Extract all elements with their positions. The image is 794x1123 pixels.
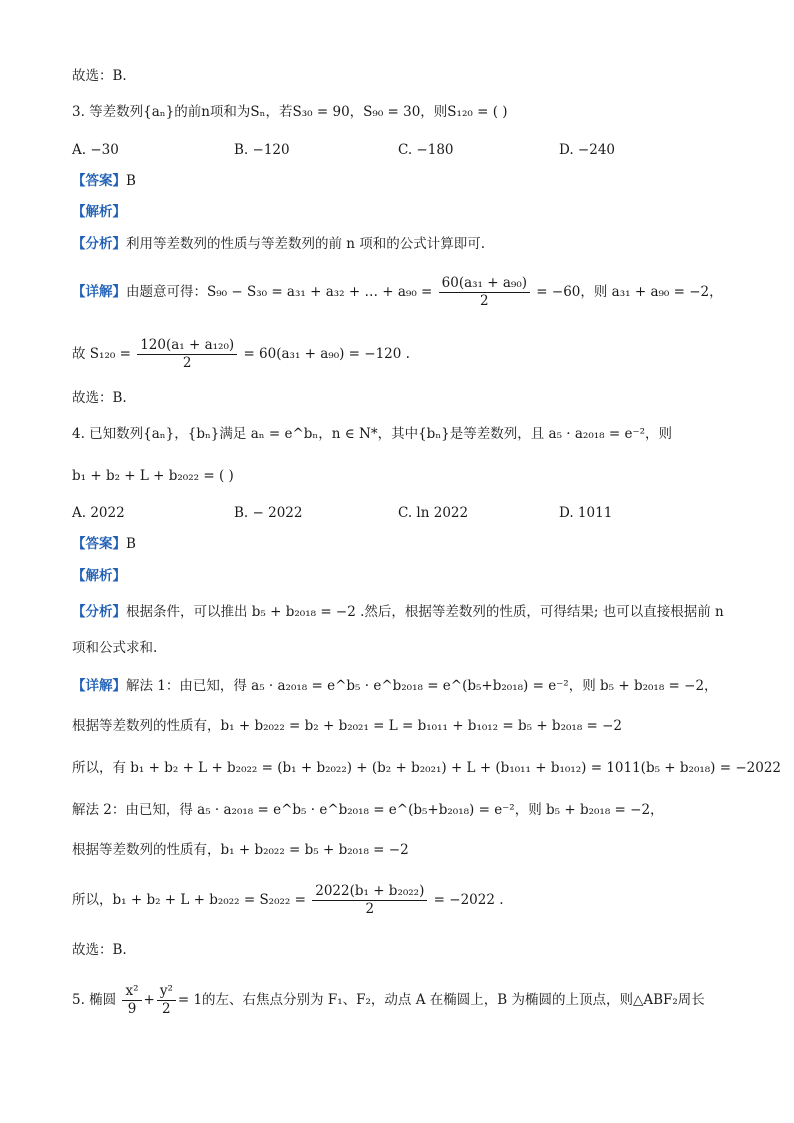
answer-tag: 【答案】	[72, 536, 126, 552]
q3-option-a: A. −30	[72, 142, 119, 158]
fraction-numerator: x²	[122, 983, 141, 1001]
q4-stem-2: b₁ + b₂ + L + b₂₀₂₂ = ( )	[72, 468, 234, 484]
q4-answer	[72, 534, 734, 554]
q4-detail-2: 根据等差数列的性质有，b₁ + b₂₀₂₂ = b₂ + b₂₀₂₁ = L = b₁₀₁₁ + b₁₀₁₂ = b₅ + b₂₀₁₈ = −2	[72, 718, 623, 734]
fraction-denominator: 2	[365, 901, 375, 917]
fraction-denominator: 2	[182, 355, 192, 371]
q3-conc-text-a: 故 S₁₂₀ =	[72, 346, 131, 362]
q3-detail	[72, 272, 734, 312]
q4-fenxi	[72, 602, 734, 622]
analysis-tag: 【解析】	[72, 568, 126, 584]
fenxi-text: 利用等差数列的性质与等差数列的前 n 项和的公式计算即可.	[126, 236, 486, 252]
fraction-numerator: y²	[157, 983, 176, 1001]
q4-d6-text-a: 所以，b₁ + b₂ + L + b₂₀₂₂ = S₂₀₂₂ =	[72, 892, 306, 908]
q3-detail-fraction	[439, 275, 530, 310]
q5-fraction-x	[122, 983, 141, 1018]
q4-d6-fraction	[312, 883, 427, 918]
q5-plus: +	[143, 992, 155, 1008]
q3-detail-text-b: = −60，则 a₃₁ + a₉₀ = −2，	[536, 284, 723, 300]
fenxi-tag: 【分析】	[72, 236, 126, 252]
q3-analysis-tag	[72, 202, 734, 222]
q3-option-c: C. −180	[398, 142, 454, 158]
fraction-numerator: 60(a₃₁ + a₉₀)	[439, 275, 530, 293]
fenxi-tag: 【分析】	[72, 604, 126, 620]
q4-detail-line-1: 解法 1：由已知，得 a₅ · a₂₀₁₈ = e^b₅ · e^b₂₀₁₈ = e^(b₅+b₂₀₁₈) = e⁻²，则 b₅ + b₂₀₁₈ = −2，	[126, 678, 718, 694]
q4-d6-text-b: = −2022 .	[433, 892, 504, 908]
answer-value: B	[126, 173, 136, 189]
q3-conc-text-b: = 60(a₃₁ + a₉₀) = −120 .	[243, 346, 410, 362]
analysis-tag: 【解析】	[72, 204, 126, 220]
q4-detail-4: 解法 2：由已知，得 a₅ · a₂₀₁₈ = e^b₅ · e^b₂₀₁₈ = e^(b₅+b₂₀₁₈) = e⁻²，则 b₅ + b₂₀₁₈ = −2，	[72, 802, 664, 818]
q4-option-c: C. ln 2022	[398, 505, 469, 521]
q4-analysis-tag	[72, 566, 734, 586]
q3-detail-text-a: 由题意可得：S₉₀ − S₃₀ = a₃₁ + a₃₂ + … + a₉₀ =	[126, 284, 433, 300]
q4-detail-1	[72, 676, 734, 696]
q3-option-d: D. −240	[559, 142, 616, 158]
q5-stem	[72, 980, 734, 1020]
answer-tag: 【答案】	[72, 173, 126, 189]
q3-fenxi	[72, 234, 734, 254]
q4-choose: 故选：B.	[72, 942, 127, 958]
q4-option-b: B. − 2022	[234, 505, 303, 521]
q4-detail-6	[72, 880, 734, 920]
q4-option-a: A. 2022	[72, 505, 125, 521]
q3-conclusion	[72, 334, 734, 374]
q5-fraction-y	[157, 983, 176, 1018]
q5-text-b: = 1的左、右焦点分别为 F₁、F₂，动点 A 在椭圆上，B 为椭圆的上顶点，则△ABF₂周长	[177, 992, 705, 1008]
fraction-denominator: 2	[480, 293, 489, 309]
answer-value: B	[126, 536, 136, 552]
q3-stem: 3. 等差数列{aₙ}的前n项和为Sₙ，若S₃₀ = 90，S₉₀ = 30，则S₁₂₀ = ( )	[72, 104, 508, 120]
detail-tag: 【详解】	[72, 678, 126, 694]
fraction-numerator: 120(a₁ + a₁₂₀)	[137, 337, 237, 355]
q4-detail-3: 所以，有 b₁ + b₂ + L + b₂₀₂₂ = (b₁ + b₂₀₂₂) + (b₂ + b₂₀₂₁) + L + (b₁₀₁₁ + b₁₀₁₂) = 1011(b₅ + b₂₀₁₈) = −2022	[72, 760, 782, 776]
fraction-denominator: 9	[127, 1001, 137, 1017]
q4-stem: 4. 已知数列{aₙ}，{bₙ}满足 aₙ = e^bₙ，n ∈ N*，其中{bₙ}是等差数列，且 a₅ · a₂₀₁₈ = e⁻²，则	[72, 426, 672, 442]
q3-option-b: B. −120	[234, 142, 290, 158]
q3-choose: 故选：B.	[72, 390, 127, 406]
fenxi-text: 根据条件，可以推出 b₅ + b₂₀₁₈ = −2 .然后，根据等差数列的性质，可得结果; 也可以直接根据前 n	[126, 604, 724, 620]
q3-conc-fraction	[137, 337, 237, 372]
q4-detail-5: 根据等差数列的性质有，b₁ + b₂₀₂₂ = b₅ + b₂₀₁₈ = −2	[72, 842, 409, 858]
q4-fenxi-2: 项和公式求和.	[72, 640, 158, 656]
q3-answer	[72, 171, 734, 191]
fraction-denominator: 2	[162, 1001, 171, 1017]
fraction-numerator: 2022(b₁ + b₂₀₂₂)	[312, 883, 427, 901]
choose-line-prev: 故选：B.	[72, 68, 127, 84]
detail-tag: 【详解】	[72, 284, 126, 300]
q5-text-a: 5. 椭圆	[72, 992, 117, 1008]
q4-option-d: D. 1011	[559, 505, 613, 521]
